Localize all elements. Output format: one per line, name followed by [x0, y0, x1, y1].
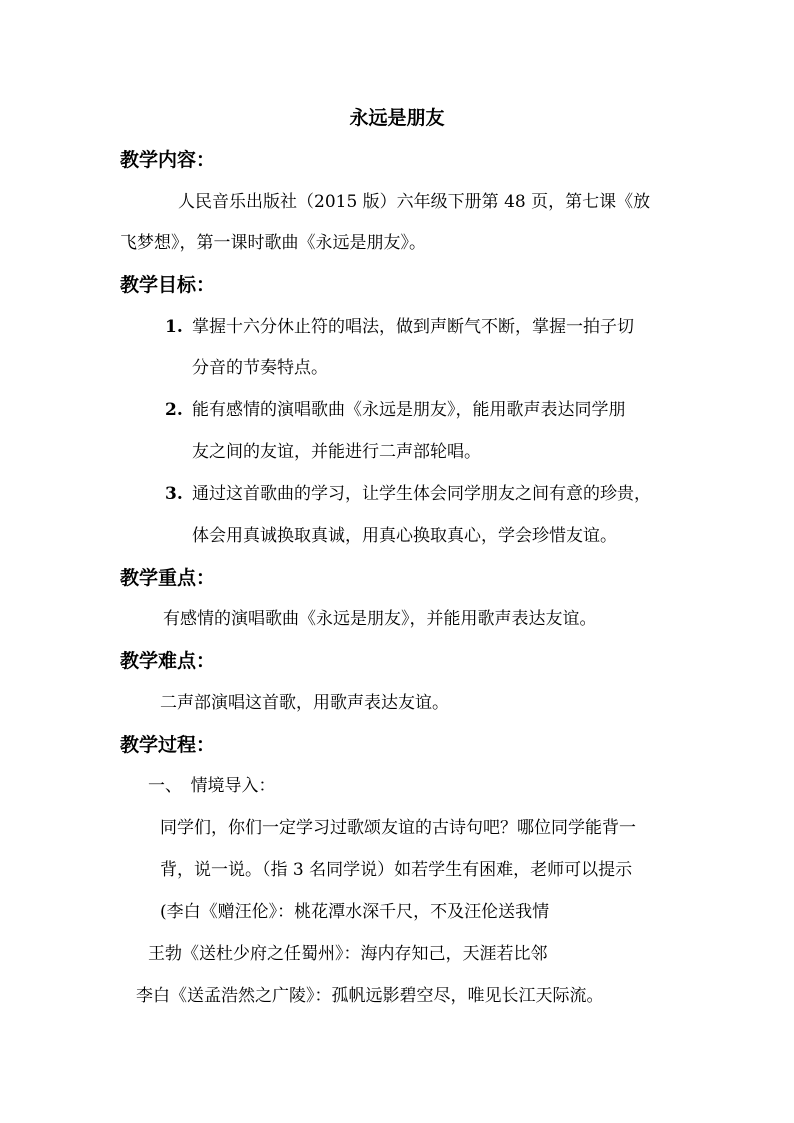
content-line-1: 人民音乐出版社（2015 版）六年级下册第 48 页，第七课《放	[178, 192, 651, 212]
goal-text-1b: 分音的节奏特点。	[192, 358, 328, 378]
goal-number-2: 2.	[165, 400, 183, 420]
goal-number-1: 1.	[165, 317, 183, 337]
page-title: 永远是朋友	[349, 107, 445, 129]
content-line-2: 飞梦想》，第一课时歌曲《永远是朋友》。	[120, 233, 426, 253]
goal-text-2b: 友之间的友谊，并能进行二声部轮唱。	[192, 442, 481, 462]
heading-difficulties: 教学难点：	[120, 650, 216, 672]
heading-teaching-goals: 教学目标：	[120, 274, 216, 296]
goal-text-3a: 通过这首歌曲的学习，让学生体会同学朋友之间有意的珍贵，	[192, 484, 651, 504]
process-line-2: 背，说一说。（指 3 名同学说）如若学生有困难，老师可以提示	[160, 860, 633, 880]
heading-teaching-content: 教学内容：	[120, 149, 216, 171]
goal-text-3b: 体会用真诚换取真诚，用真心换取真心，学会珍惜友谊。	[192, 526, 617, 546]
goal-text-1a: 掌握十六分休止符的唱法，做到声断气不断，掌握一拍子切	[192, 317, 634, 337]
process-line-5: 李白《送孟浩然之广陵》：孤帆远影碧空尽，唯见长江天际流。	[136, 986, 604, 1006]
process-line-3: (李白《赠汪伦》：桃花潭水深千尺，不及汪伦送我情	[160, 902, 550, 922]
process-line-4: 王勃《送杜少府之任蜀州》：海内存知己，天涯若比邻	[148, 944, 548, 964]
goal-text-2a: 能有感情的演唱歌曲《永远是朋友》，能用歌声表达同学朋	[192, 400, 626, 420]
process-line-1: 同学们，你们一定学习过歌颂友谊的古诗句吧？哪位同学能背一	[160, 818, 636, 838]
goal-number-3: 3.	[165, 484, 183, 504]
process-step-title: 一、 情境导入：	[148, 776, 276, 796]
difficulties-text: 二声部演唱这首歌，用歌声表达友谊。	[160, 693, 449, 713]
heading-teaching-process: 教学过程：	[120, 734, 216, 756]
goal-item-2	[165, 400, 626, 420]
heading-key-points: 教学重点：	[120, 567, 216, 589]
key-points-text: 有感情的演唱歌曲《永远是朋友》，并能用歌声表达友谊。	[163, 609, 597, 629]
goal-item-3	[165, 484, 651, 504]
goal-item-1	[165, 317, 634, 337]
